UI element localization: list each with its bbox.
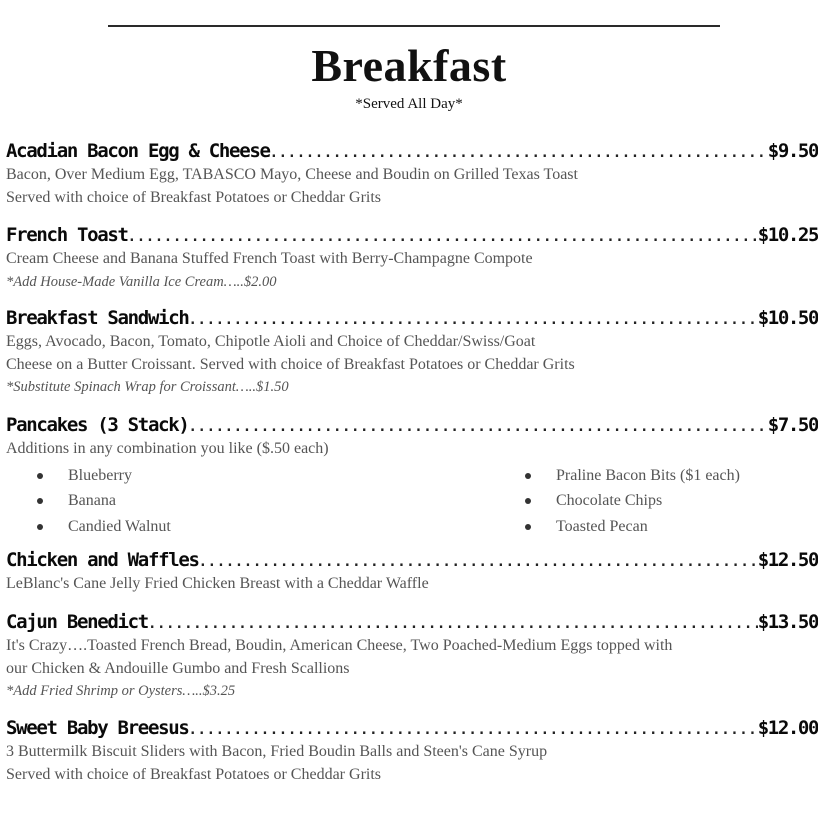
bullet-icon [525, 524, 531, 530]
item-description-line: Bacon, Over Medium Egg, TABASCO Mayo, Cheese and Boudin on Grilled Texas Toast [6, 166, 578, 183]
dot-leader [189, 414, 768, 440]
bullet-icon [37, 473, 43, 479]
item-description-line: Cream Cheese and Banana Stuffed French Toast with Berry-Champagne Compote [6, 250, 533, 267]
item-add-on-note: *Add Fried Shrimp or Oysters…..$3.25 [6, 683, 236, 699]
addition-label: Candied Walnut [68, 517, 171, 535]
menu-item-chicken-and-waffles [6, 547, 818, 596]
dot-leader [270, 140, 768, 166]
item-price: $12.50 [757, 549, 818, 571]
list-item [68, 463, 171, 489]
item-heading [6, 715, 818, 741]
additions-column-left [68, 463, 171, 540]
item-price: $10.25 [757, 224, 818, 246]
item-price: $12.00 [757, 717, 818, 739]
item-description-line: 3 Buttermilk Biscuit Sliders with Bacon, Fried Boudin Balls and Steen's Cane Syrup [6, 743, 548, 760]
list-item [556, 488, 740, 514]
list-item [556, 514, 740, 540]
item-add-on-note: *Add House-Made Vanilla Ice Cream…..$2.00 [6, 273, 277, 290]
item-price: $7.50 [767, 414, 818, 436]
additions-list [6, 463, 818, 539]
dot-leader [189, 717, 758, 743]
item-description-line: Served with choice of Breakfast Potatoes or Cheddar Grits [6, 188, 382, 206]
item-description-line: Served with choice of Breakfast Potatoes or Cheddar Grits [6, 765, 382, 783]
item-description-line: Eggs, Avocado, Bacon, Tomato, Chipotle Aioli and Choice of Cheddar/Swiss/Goat [6, 333, 536, 350]
item-name: Acadian Bacon Egg & Cheese [6, 140, 270, 162]
bullet-icon [37, 498, 43, 504]
menu-title: Breakfast [311, 40, 507, 91]
item-heading [6, 609, 818, 635]
list-item [68, 514, 171, 540]
bullet-icon [37, 524, 43, 530]
addition-label: Praline Bacon Bits ($1 each) [556, 466, 740, 484]
item-description-line: Cheese on a Butter Croissant. Served with choice of Breakfast Potatoes or Cheddar Grits [6, 355, 575, 373]
addition-label: Chocolate Chips [556, 492, 663, 509]
menu-item-breakfast-sandwich [6, 305, 818, 398]
item-description-line: our Chicken & Andouille Gumbo and Fresh Scallions [6, 659, 350, 677]
header-divider [108, 25, 720, 27]
addition-label: Banana [68, 492, 116, 509]
list-item [68, 488, 171, 514]
menu-item-pancakes [6, 412, 818, 539]
item-price: $9.50 [767, 140, 818, 162]
item-name: Breakfast Sandwich [6, 307, 189, 329]
bullet-icon [525, 473, 531, 479]
item-heading [6, 412, 818, 438]
item-heading [6, 138, 818, 164]
dot-leader [189, 307, 758, 333]
addition-label: Blueberry [68, 466, 132, 484]
menu-item-acadian-bacon-egg-cheese [6, 138, 818, 209]
list-item [556, 463, 740, 489]
item-price: $13.50 [757, 611, 818, 633]
item-description-line: LeBlanc's Cane Jelly Fried Chicken Breast with a Cheddar Waffle [6, 575, 429, 592]
item-add-on-note: *Substitute Spinach Wrap for Croissant…..$1.50 [6, 379, 289, 395]
item-name: Pancakes (3 Stack) [6, 414, 189, 436]
additions-column-right [556, 463, 740, 540]
menu-item-sweet-baby-breesus [6, 715, 818, 786]
item-name: Sweet Baby Breesus [6, 717, 189, 739]
item-name: Cajun Benedict [6, 611, 148, 633]
item-name: French Toast [6, 224, 128, 246]
item-description-line: It's Crazy….Toasted French Bread, Boudin, American Cheese, Two Poached-Medium Eggs topped with [6, 637, 673, 654]
dot-leader [148, 611, 758, 637]
item-name: Chicken and Waffles [6, 549, 199, 571]
menu-subtitle: *Served All Day* [355, 96, 463, 112]
addition-label: Toasted Pecan [556, 517, 648, 535]
dot-leader [199, 549, 758, 575]
item-price: $10.50 [757, 307, 818, 329]
item-description-line: Additions in any combination you like ($.50 each) [6, 440, 329, 457]
menu-item-cajun-benedict [6, 609, 818, 702]
bullet-icon [525, 498, 531, 504]
item-heading [6, 222, 818, 248]
item-heading [6, 547, 818, 573]
dot-leader [128, 224, 758, 250]
item-heading [6, 305, 818, 331]
menu-item-french-toast [6, 222, 818, 293]
